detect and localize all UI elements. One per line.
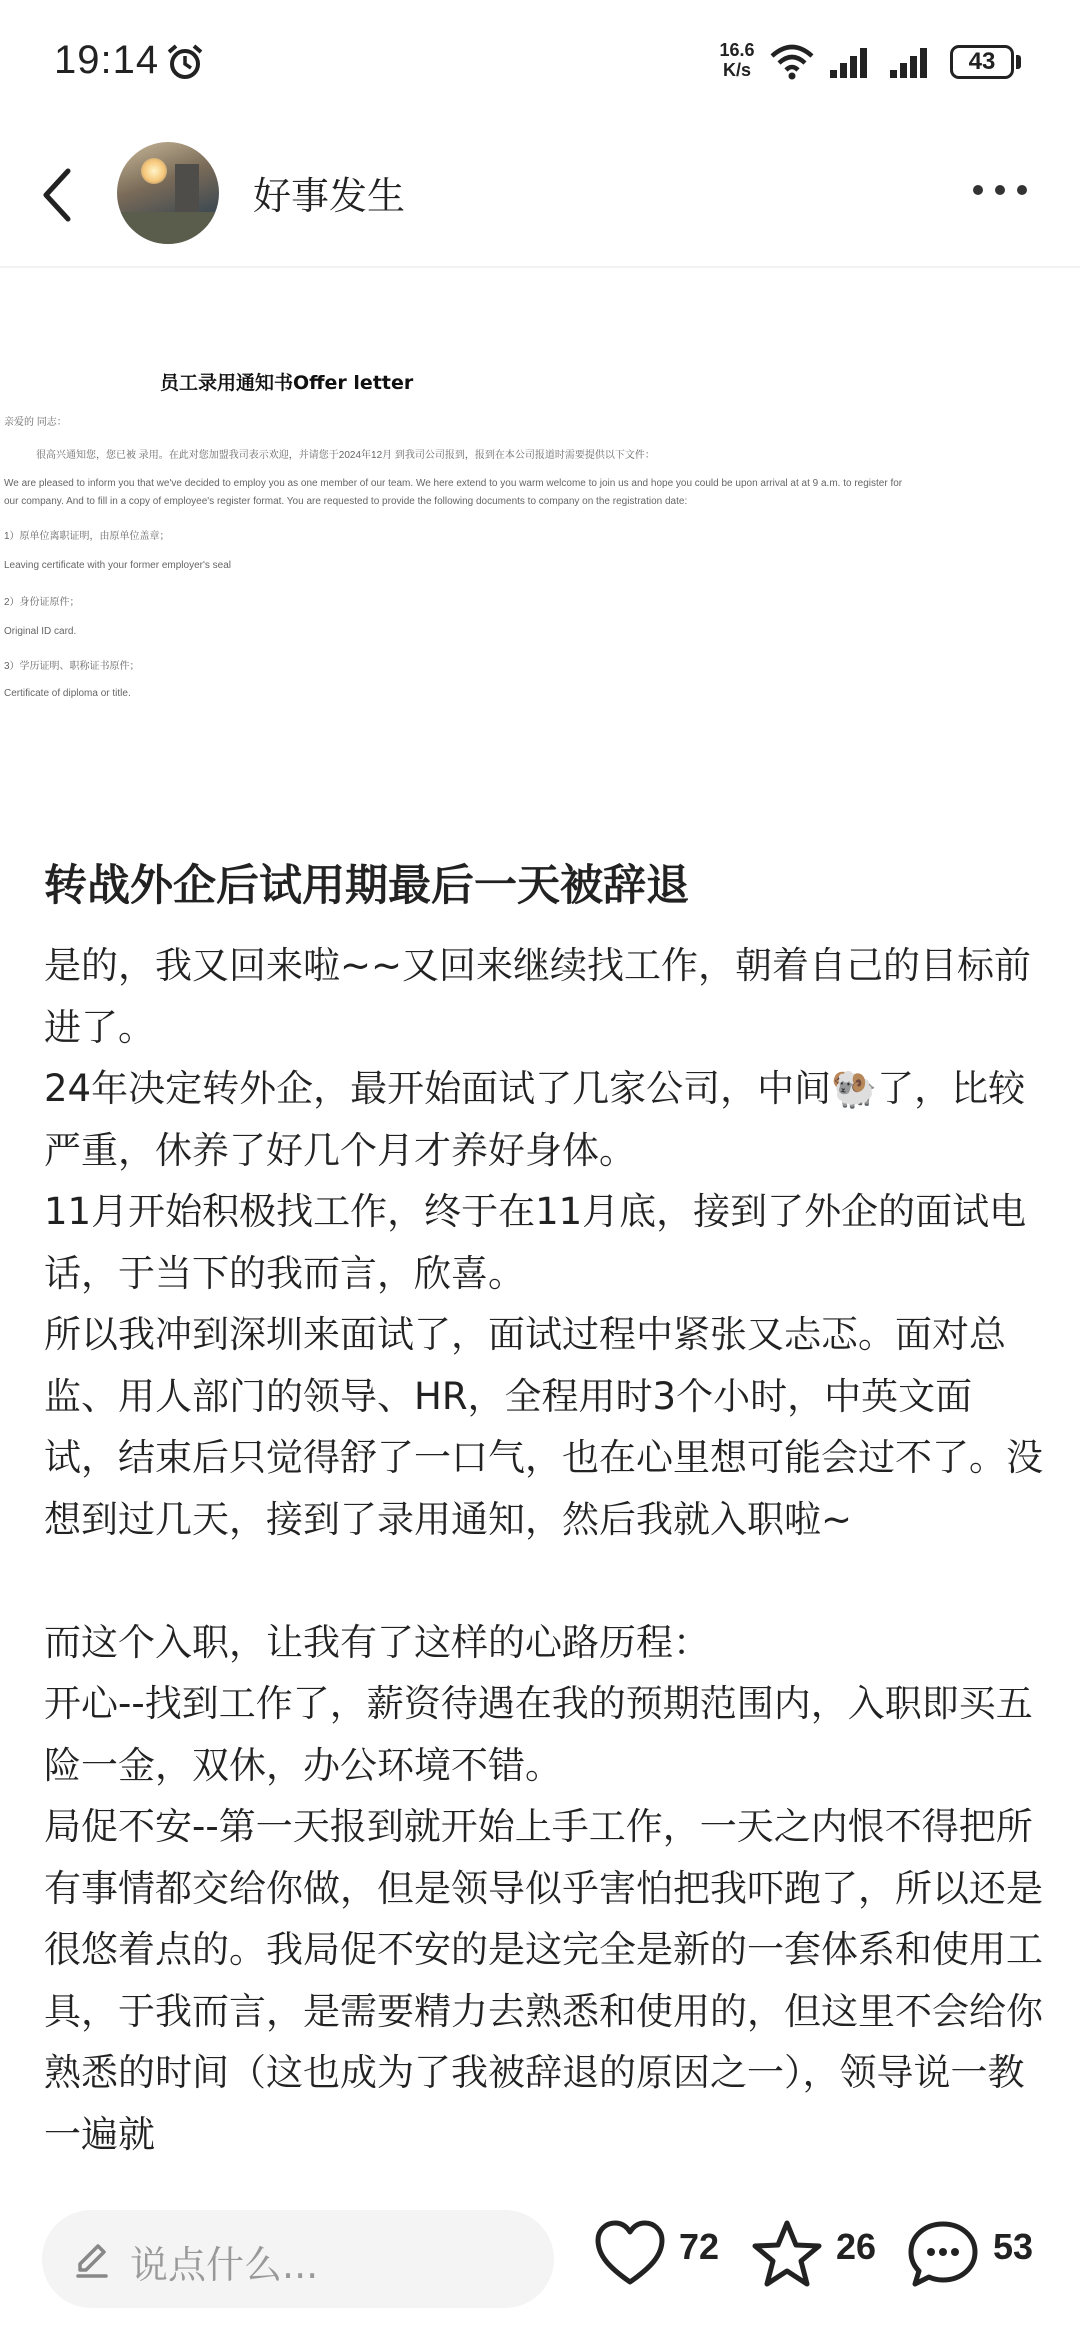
signal-icon-1 bbox=[830, 44, 876, 80]
network-speed bbox=[712, 40, 762, 80]
post-paragraph: 局促不安--第一天报到就开始上手工作，一天之内恨不得把所有事情都交给你做，但是领导似乎害怕把我吓跑了，所以还是很悠着点的。我局促不安的是这完全是新的一套体系和使用工具，于我而言，是需要精力去熟悉和使用的，但这里不会给你熟悉的时间（这也成为了我被辞退的原因之一），领导说一教一遍就 bbox=[44, 1805, 1043, 2156]
post-paragraph-spacer bbox=[44, 1550, 1044, 1612]
offer-en-intro-2: our company. And to fill in a copy of employee's register format. You are requested to provide the following documents to company on the registration date: bbox=[4, 496, 688, 507]
offer-item2-en: Original ID card. bbox=[4, 626, 77, 637]
post-header bbox=[0, 125, 1080, 265]
status-bar bbox=[0, 0, 1080, 120]
offer-greeting: 亲爱的 同志： bbox=[4, 417, 67, 428]
star-icon[interactable] bbox=[749, 2218, 825, 2290]
comment-bubble-icon[interactable] bbox=[905, 2218, 981, 2290]
battery-tip bbox=[1016, 55, 1021, 69]
post-paragraph: 所以我冲到深圳来面试了，面试过程中紧张又忐忑。面对总监、用人部门的领导、HR，全程用时3个小时，中英文面试，结束后只觉得舒了一口气，也在心里想可能会过不了。没想到过几天，接到了录用通知，然后我就入职啦~ bbox=[44, 1313, 1043, 1541]
network-speed-value: 16.6 bbox=[719, 40, 755, 60]
favorite-count: 26 bbox=[836, 2226, 877, 2267]
comment-placeholder: 说点什么... bbox=[130, 2243, 319, 2287]
wifi-icon bbox=[768, 42, 816, 82]
author-name[interactable]: 好事发生 bbox=[253, 174, 406, 218]
like-count: 72 bbox=[679, 2226, 720, 2267]
pen-icon bbox=[72, 2240, 112, 2280]
offer-item2-cn: 2）身份证原件； bbox=[4, 597, 80, 608]
post-paragraph: 开心--找到工作了，薪资待遇在我的预期范围内，入职即买五险一金，双休，办公环境不错。 bbox=[44, 1682, 1033, 1787]
offer-en-intro-1: We are pleased to inform you that we've decided to employ you as one member of our team. We here extend to you warm welcome to join us and hope you could be upon arrival at at 9 a.m. to register for bbox=[4, 478, 903, 489]
post-paragraph: 24年决定转外企，最开始面试了几家公司，中间🐏了，比较严重，休养了好几个月才养好身体。 bbox=[44, 1067, 1026, 1172]
bottom-action-bar bbox=[0, 2180, 1080, 2331]
post-paragraph: 而这个入职，让我有了这样的心路历程： bbox=[44, 1620, 710, 1664]
signal-icon-2 bbox=[890, 44, 936, 80]
avatar[interactable] bbox=[117, 142, 219, 244]
post-paragraph: 11月开始积极找工作，终于在11月底，接到了外企的面试电话，于当下的我而言，欣喜。 bbox=[44, 1190, 1027, 1295]
offer-item1-cn: 1）原单位离职证明，由原单位盖章； bbox=[4, 531, 170, 542]
more-dots-icon[interactable] bbox=[970, 175, 1030, 205]
post-paragraph: 是的，我又回来啦~~又回来继续找工作，朝着自己的目标前进了。 bbox=[44, 944, 1032, 1049]
offer-item1-en: Leaving certificate with your former employer's seal bbox=[4, 560, 232, 571]
comment-count: 53 bbox=[993, 2226, 1034, 2267]
comment-input[interactable] bbox=[42, 2210, 554, 2308]
chevron-left-icon[interactable] bbox=[38, 165, 78, 225]
post-image-offer-letter[interactable] bbox=[0, 350, 1080, 750]
offer-item3-cn: 3）学历证明、职称证书原件； bbox=[4, 661, 140, 672]
post-title: 转战外企后试用期最后一天被辞退 bbox=[44, 861, 689, 911]
alarm-icon bbox=[165, 42, 205, 82]
network-speed-unit: K/s bbox=[722, 60, 751, 80]
offer-item3-en: Certificate of diploma or title. bbox=[4, 688, 131, 699]
post-body bbox=[44, 935, 1044, 2175]
status-time: 19:14 bbox=[54, 38, 160, 82]
offer-title: 员工录用通知书Offer letter bbox=[160, 372, 414, 394]
heart-icon[interactable] bbox=[592, 2218, 668, 2288]
battery-indicator: 43 bbox=[950, 45, 1014, 79]
header-divider bbox=[0, 266, 1080, 268]
offer-cn-intro: 很高兴通知您，您已被 录用。在此对您加盟我司表示欢迎，并请您于2024年12月 到我司公司报到，报到在本公司报道时需要提供以下文件： bbox=[36, 450, 655, 461]
